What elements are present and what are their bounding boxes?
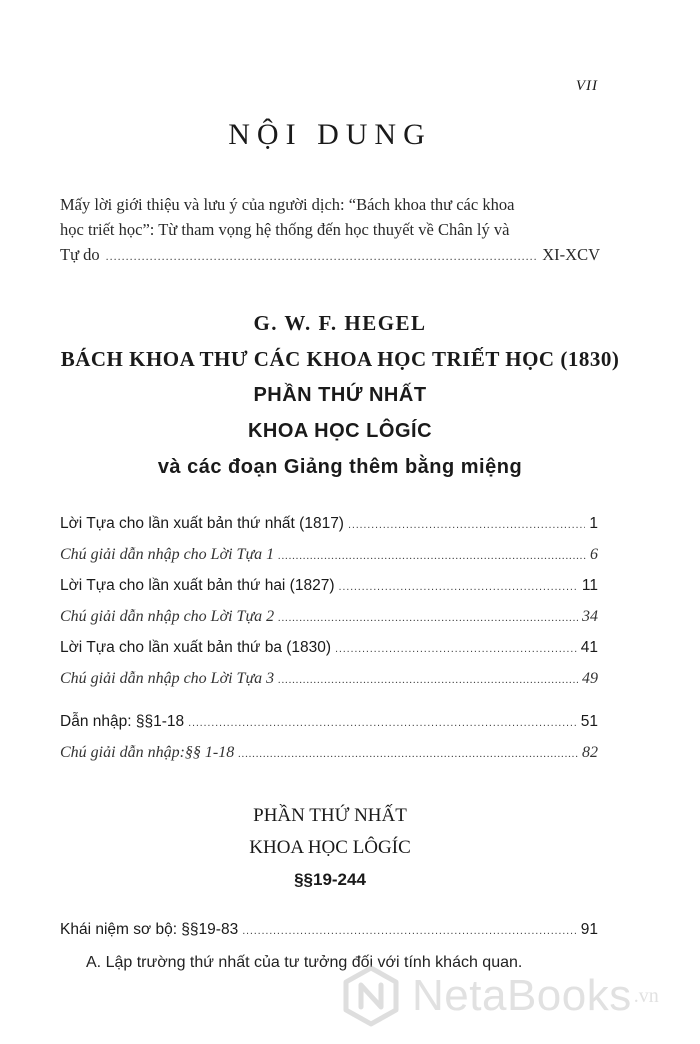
book-title: BÁCH KHOA THƯ CÁC KHOA HỌC TRIẾT HỌC (1830) — [60, 347, 620, 371]
toc-introduction — [60, 713, 598, 775]
part-heading-title: PHẦN THỨ NHẤT — [253, 805, 407, 826]
part-heading-subject: KHOA HỌC LÔGÍC — [249, 837, 411, 858]
toc-entry-page: 51 — [580, 713, 598, 730]
toc-entry[interactable] — [60, 713, 598, 744]
toc-entry[interactable] — [60, 639, 598, 670]
toc-entry-page: 11 — [581, 577, 598, 594]
dot-leader — [278, 612, 578, 624]
toc-entry-page: 6 — [590, 546, 598, 563]
toc-sub-entry[interactable]: A. Lập trường thứ nhất của tư tưởng đối với tính khách quan. — [86, 954, 523, 971]
watermark — [340, 948, 700, 1044]
intro-line-2: học triết học”: Từ tham vọng hệ thống đến học thuyết về Chân lý và — [60, 220, 510, 239]
watermark-suffix: .vn — [633, 984, 659, 1007]
toc-entry[interactable] — [60, 744, 598, 775]
toc-entry[interactable] — [60, 670, 598, 701]
dot-leader — [348, 519, 585, 531]
part-title: PHẦN THỨ NHẤT — [253, 384, 427, 406]
book-heading — [0, 305, 680, 485]
toc-entry-page: 49 — [582, 670, 598, 687]
toc-entry-label: Chú giải dẫn nhập:§§ 1-18 — [60, 744, 235, 761]
author-name: G. W. F. HEGEL — [253, 311, 427, 335]
part-heading — [0, 800, 660, 896]
toc-prefaces — [60, 515, 598, 701]
toc-entry-label: Dẫn nhập: §§1-18 — [60, 713, 185, 730]
toc-entry-page: 41 — [580, 639, 598, 656]
page-title: NỘI DUNG — [228, 118, 432, 151]
toc-entry-page: 1 — [589, 515, 598, 532]
toc-entry-label: Chú giải dẫn nhập cho Lời Tựa 2 — [60, 608, 275, 625]
toc-entry-label: Lời Tựa cho lần xuất bản thứ ba (1830) — [60, 639, 332, 656]
toc-entry[interactable] — [60, 608, 598, 639]
dot-leader — [335, 643, 577, 655]
toc-entry-label: Chú giải dẫn nhập cho Lời Tựa 3 — [60, 670, 275, 687]
toc-entry-label: Khái niệm sơ bộ: §§19-83 — [60, 921, 239, 938]
translator-intro-entry[interactable] — [60, 192, 600, 269]
dot-leader — [188, 717, 577, 729]
intro-page-range: XI-XCV — [542, 245, 600, 264]
toc-entry-label: Lời Tựa cho lần xuất bản thứ nhất (1817) — [60, 515, 344, 532]
toc-entry[interactable] — [60, 577, 598, 608]
toc-entry-page: 34 — [582, 608, 598, 625]
toc-entry-label: Lời Tựa cho lần xuất bản thứ hai (1827) — [60, 577, 335, 594]
subject-title: KHOA HỌC LÔGÍC — [247, 420, 433, 442]
toc-entry-page: 82 — [582, 744, 598, 761]
dot-leader — [238, 748, 578, 760]
intro-line-3 — [60, 242, 600, 269]
toc-entry[interactable] — [60, 546, 598, 577]
toc-entry-label: Chú giải dẫn nhập cho Lời Tựa 1 — [60, 546, 275, 563]
page-number: VII — [575, 78, 598, 94]
toc-entry[interactable] — [60, 515, 598, 546]
dot-leader — [278, 674, 578, 686]
toc-entry-page: 91 — [580, 921, 598, 938]
dot-leader — [339, 581, 578, 593]
netabooks-logo-icon — [340, 965, 402, 1027]
dot-leader — [278, 550, 586, 562]
part-heading-sections: §§19-244 — [294, 870, 366, 889]
intro-line-1: Mấy lời giới thiệu và lưu ý của người dịch: “Bách khoa thư các khoa — [60, 195, 515, 214]
intro-line-3-text: Tự do — [60, 245, 100, 264]
watermark-brand: NetaBooks — [412, 971, 632, 1020]
dot-leader — [242, 925, 577, 937]
supplement-title: và các đoạn Giảng thêm bằng miệng — [157, 456, 523, 478]
dot-leader — [106, 244, 537, 269]
